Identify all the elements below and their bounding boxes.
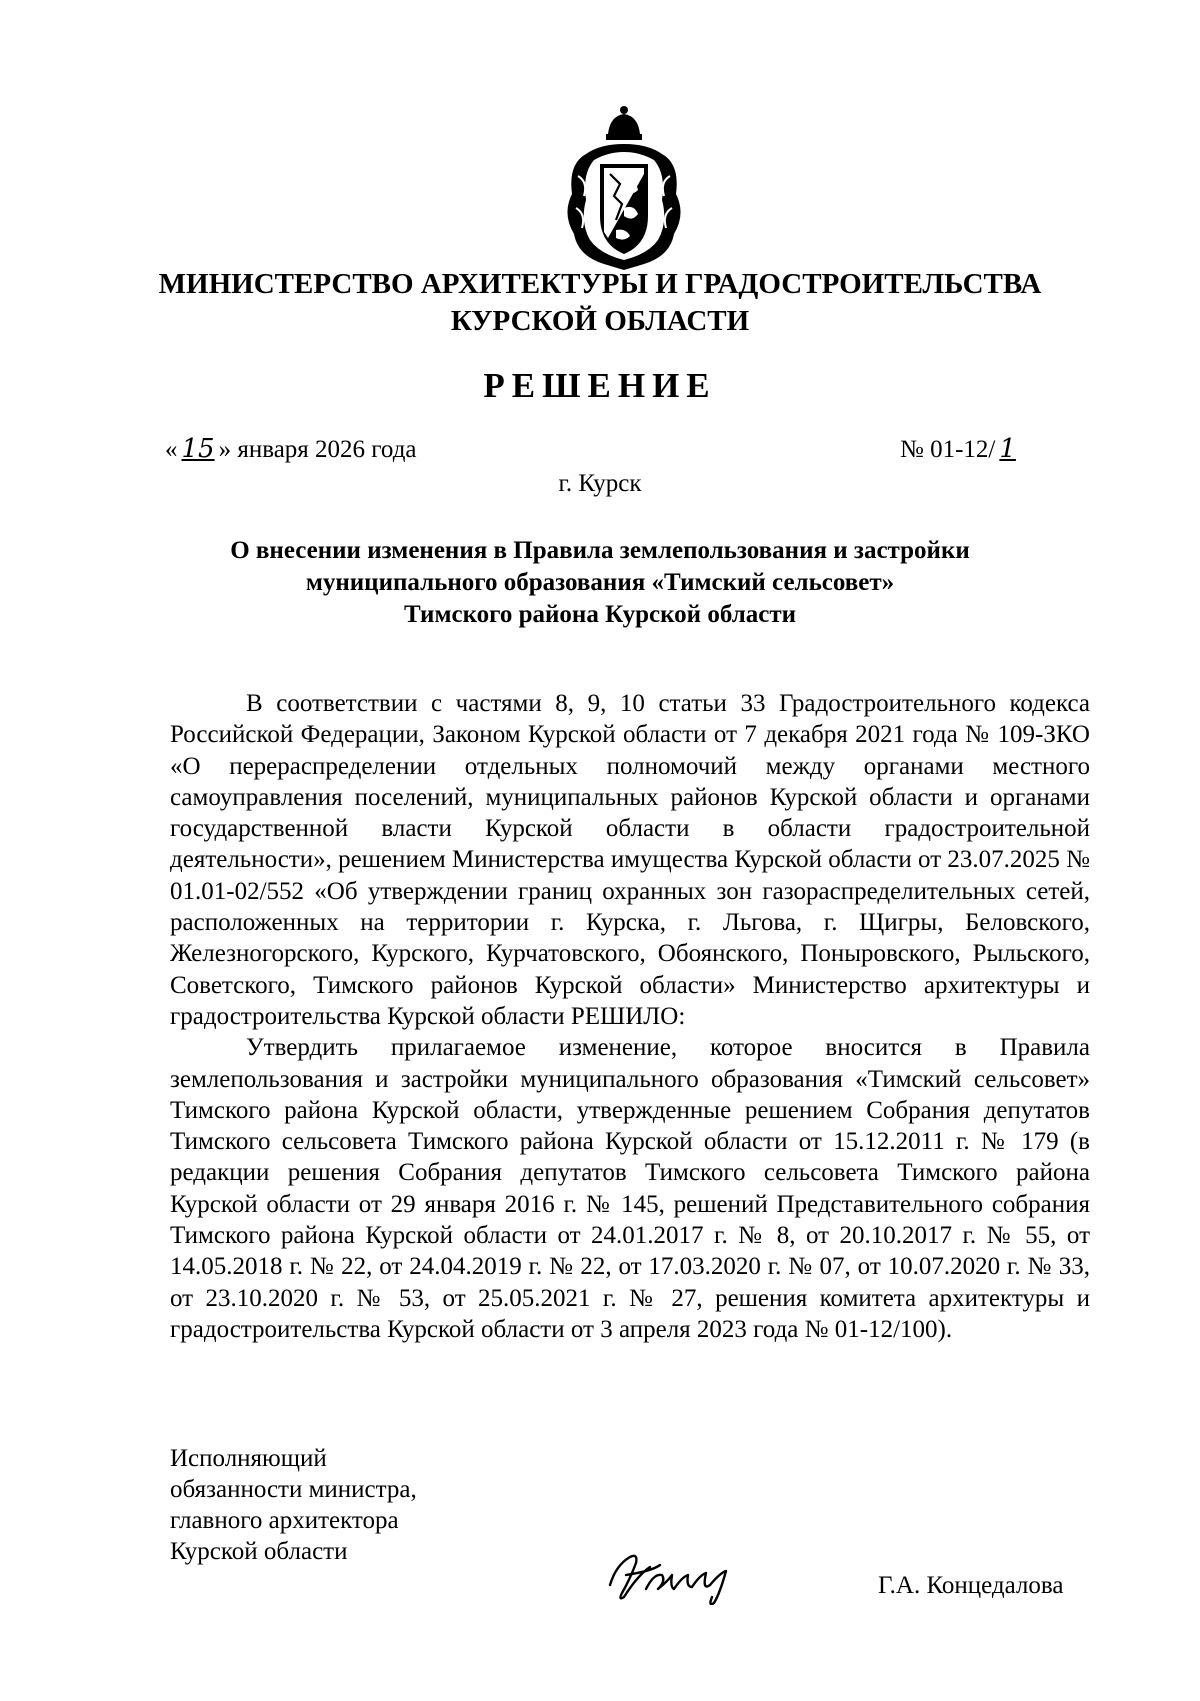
- document-number: [900, 434, 1063, 464]
- signatory-position: [170, 1443, 417, 1567]
- ministry-name-line2: КУРСКОЙ ОБЛАСТИ: [450, 305, 750, 337]
- body-paragraph-1: В соответствии с частями 8, 9, 10 статьи 33 Градостроительного кодекса Российской Федерации, Законом Курской области от 7 декабря 2021 года № 109-ЗКО «О перераспределении отдельных полномочий между органами местного самоуправления поселений, муниципальных районов Курской области и органами государственной власти Курской области в области градостроительной деятельности», решением Министерства имущества Курской области от 23.07.2025 № 01.01-02/552 «Об утверждении границ охранных зон газораспределительных сетей, расположенных на территории г. Курска, г. Льгова, г. Щигры, Беловского, Железногорского, Курского, Курчатовского, Обоянского, Поныровского, Рыльского, Советского, Тимского районов Курской области» Министерство архитектуры и градостроительства Курской области РЕШИЛО:: [170, 690, 1090, 1030]
- coat-of-arms-icon: [548, 104, 700, 272]
- body-paragraph-2: Утвердить прилагаемое изменение, которое вносится в Правила землепользования и застройки муниципального образования «Тимский сельсовет» Тимского района Курской области, утвержденные решением Собрания депутатов Тимского сельсовета Тимского района Курской области от 15.12.2011 г. № 179 (в редакции решения Собрания депутатов Тимского сельсовета Тимского района Курской области от 29 января 2016 г. № 145, решений Представительного собрания Тимского района Курской области от 24.01.2017 г. № 8, от 20.10.2017 г. № 55, от 14.05.2018 г. № 22, от 24.04.2019 г. № 22, от 17.03.2020 г. № 07, от 10.07.2020 г. № 33, от 23.10.2020 г. № 53, от 25.05.2021 г. № 27, решения комитета архитектуры и градостроительства Курской области от 3 апреля 2023 года № 01-12/100).: [170, 1034, 1090, 1343]
- subject-line1: О внесении изменения в Правила землепользования и застройки: [230, 537, 970, 564]
- signatory-position-line4: Курской области: [170, 1538, 348, 1565]
- ministry-name: [0, 266, 1200, 340]
- subject-line2: муниципального образования «Тимский сельсовет»: [305, 569, 895, 596]
- signatory-position-line2: обязанности министра,: [170, 1476, 417, 1503]
- signatory-position-line3: главного архитектора: [170, 1507, 399, 1534]
- document-city: г. Курск: [558, 470, 642, 497]
- date-rest: » января 2026 года: [218, 436, 417, 463]
- subject-line3: Тимского района Курской области: [403, 601, 797, 628]
- document-body: [170, 688, 1090, 1345]
- date-day-handwritten: 15: [181, 434, 215, 464]
- date-open-quote: «: [165, 436, 178, 463]
- signatory-name: Г.А. Концедалова: [878, 1572, 1064, 1599]
- document-subject: [0, 535, 1200, 631]
- document-type-title: РЕШЕНИЕ: [483, 366, 717, 405]
- signatory-position-line1: Исполняющий: [170, 1445, 327, 1472]
- number-handwritten: 1: [999, 434, 1016, 464]
- handwritten-signature-icon: [602, 1545, 740, 1605]
- number-prefix: № 01-12/: [900, 436, 996, 463]
- ministry-name-line1: МИНИСТЕРСТВО АРХИТЕКТУРЫ И ГРАДОСТРОИТЕЛЬСТВА: [158, 268, 1042, 300]
- document-date: [165, 434, 417, 464]
